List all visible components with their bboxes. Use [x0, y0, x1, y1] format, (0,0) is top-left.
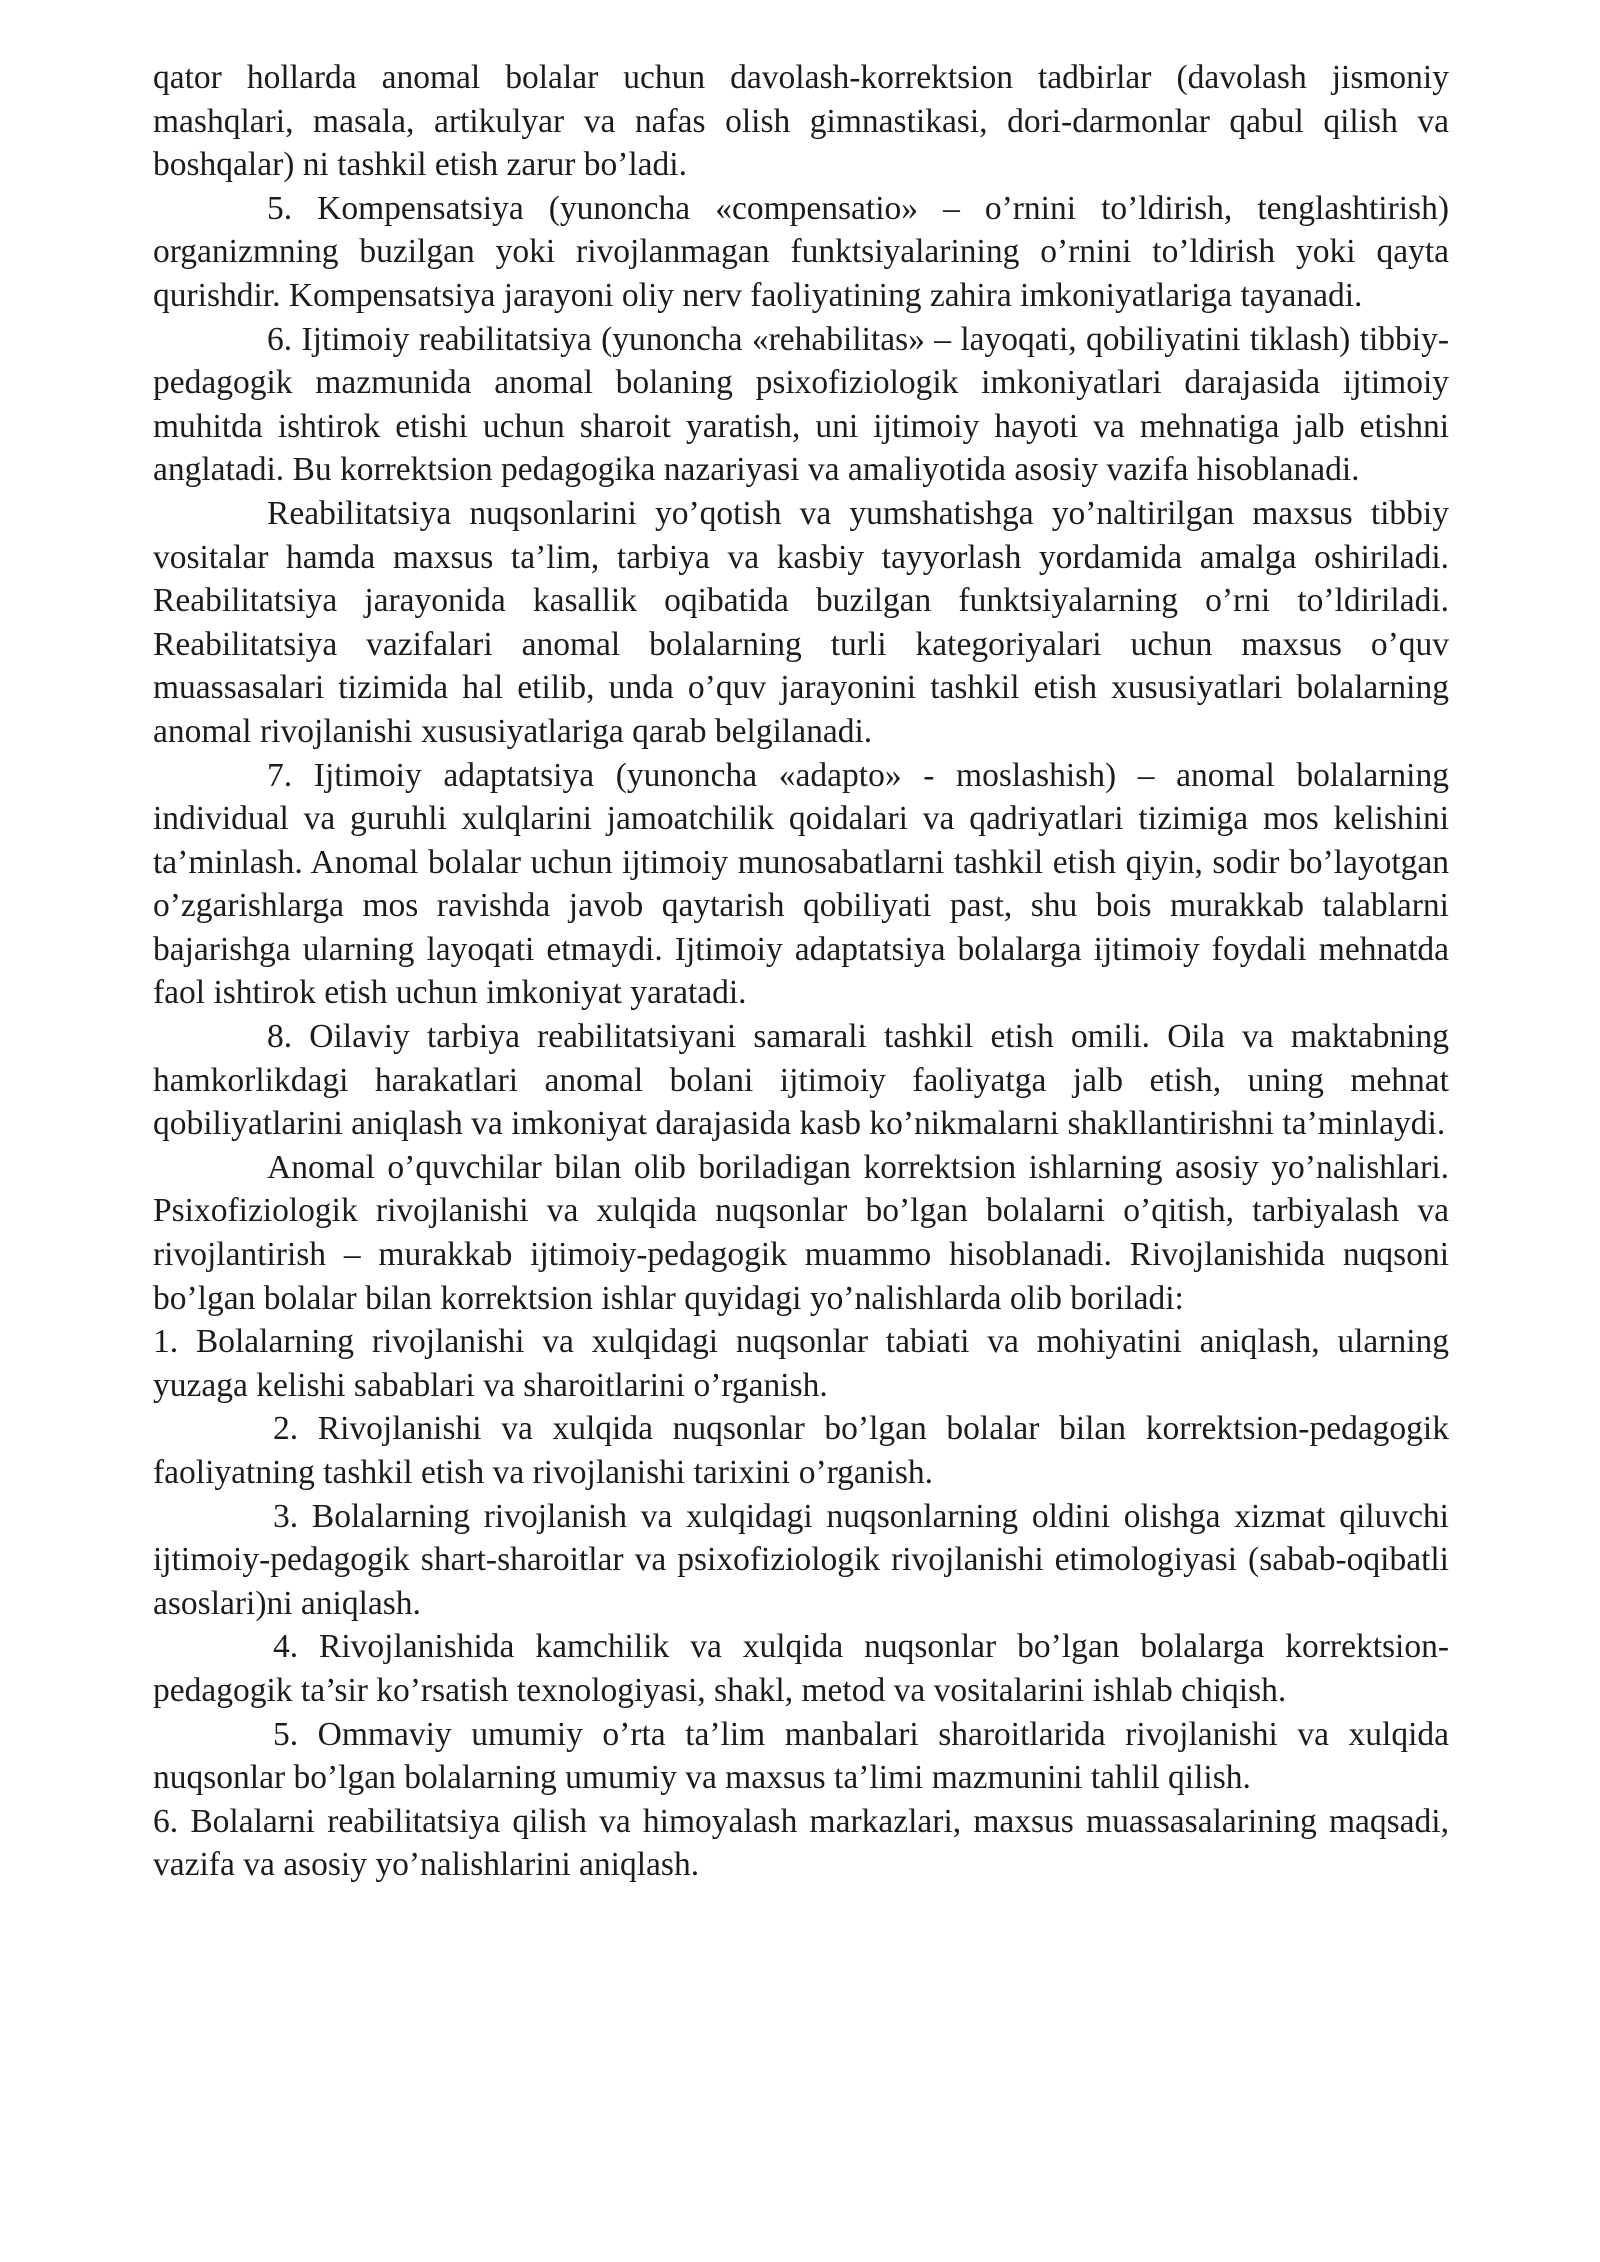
- list-item-3: 3. Bolalarning rivojlanish va xulqidagi nuqsonlarning oldini olishga xizmat qiluvchi ijtimoiy-pedagogik shart-sharoitlar va psixofiziologik rivojlanishi etimologiyasi (sabab-oqibatli asoslari)ni aniqlash.: [153, 1497, 1449, 1622]
- paragraph-family-upbringing: 8. Oilaviy tarbiya reabilitatsiyani samarali tashkil etish omili. Oila va maktabning hamkorlikdagi harakatlari anomal bolani ijtimoiy faoliyatga jalb etish, uning mehnat qobiliyatlarini aniqlash va imkoniyat darajasida kasb ko’nikmalarni shakllantirishni ta’minlaydi.: [153, 1018, 1449, 1143]
- paragraph-social-adaptation: 7. Ijtimoiy adaptatsiya (yunoncha «adapto» - moslashish) – anomal bolalarning individual va guruhli xulqlarini jamoatchilik qoidalari va qadriyatlari tizimiga mos kelishini ta’minlash. Anomal bolalar uchun ijtimoiy munosabatlarni tashkil etish qiyin, sodir bo’layotgan o’zgarishlarga mos ravishda javob qaytarish qobiliyati past, shu bois murakkab talablarni bajarishga ularning layoqati etmaydi. Ijtimoiy adaptatsiya bolalarga ijtimoiy foydali mehnatda faol ishtirok etish uchun imkoniyat yaratadi.: [153, 756, 1449, 1012]
- list-item-5: 5. Ommaviy umumiy o’rta ta’lim manbalari sharoitlarida rivojlanishi va xulqida nuqsonlar bo’lgan bolalarning umumiy va maxsus ta’limi mazmunini tahlil qilish.: [153, 1715, 1449, 1797]
- paragraph-compensation: 5. Kompensatsiya (yunoncha «compensatio» – o’rnini to’ldirish, tenglashtirish) organizmning buzilgan yoki rivojlanmagan funktsiyalarining o’rnini to’ldirish yoki qayta qurishdir. Kompensatsiya jarayoni oliy nerv faoliyatining zahira imkoniyatlariga tayanadi.: [153, 189, 1449, 314]
- list-item-1: 1. Bolalarning rivojlanishi va xulqidagi nuqsonlar tabiati va mohiyatini aniqlash, ularning yuzaga kelishi sabablari va sharoitlarini o’rganish.: [153, 1323, 1449, 1404]
- list-item-6: 6. Bolalarni reabilitatsiya qilish va himoyalash markazlari, maxsus muassasalarining maqsadi, vazifa va asosiy yo’nalishlarini aniqlash.: [153, 1802, 1449, 1884]
- document-page: [153, 56, 1449, 1887]
- list-item-2: 2. Rivojlanishi va xulqida nuqsonlar bo’lgan bolalar bilan korrektsion-pedagogik faoliyatning tashkil etish va rivojlanishi tarixini o’rganish.: [153, 1410, 1449, 1491]
- paragraph-rehabilitation-means: Reabilitatsiya nuqsonlarini yo’qotish va yumshatishga yo’naltirilgan maxsus tibbiy vositalar hamda maxsus ta’lim, tarbiya va kasbiy tayyorlash yordamida amalga oshiriladi. Reabilitatsiya jarayonida kasallik oqibatida buzilgan funktsiyalarning o’rni to’ldiriladi. Reabilitatsiya vazifalari anomal bolalarning turli kategoriyalari uchun maxsus o’quv muassasalari tizimida hal etilib, unda o’quv jarayonini tashkil etish xususiyatlari bolalarning anomal rivojlanishi xususiyatlariga qarab belgilanadi.: [153, 494, 1449, 750]
- paragraph-social-rehabilitation: 6. Ijtimoiy reabilitatsiya (yunoncha «rehabilitas» – layoqati, qobiliyatini tiklash) tibbiy-pedagogik mazmunida anomal bolaning psixofiziologik imkoniyatlari darajasida ijtimoiy muhitda ishtirok etishi uchun sharoit yaratish, uni ijtimoiy hayoti va mehnatiga jalb etishni anglatadi. Bu korrektsion pedagogika nazariyasi va amaliyotida asosiy vazifa hisoblanadi.: [153, 320, 1449, 489]
- list-item-4: 4. Rivojlanishida kamchilik va xulqida nuqsonlar bo’lgan bolalarga korrektsion-pedagogik ta’sir ko’rsatish texnologiyasi, shakl, metod va vositalarini ishlab chiqish.: [153, 1628, 1449, 1709]
- paragraph-correction-directions: Anomal o’quvchilar bilan olib boriladigan korrektsion ishlarning asosiy yo’nalishlari. Psixofiziologik rivojlanishi va xulqida nuqsonlar bo’lgan bolalarni o’qitish, tarbiyalash va rivojlantirish – murakkab ijtimoiy-pedagogik muammo hisoblanadi. Rivojlanishida nuqsoni bo’lgan bolalar bilan korrektsion ishlar quyidagi yo’nalishlarda olib boriladi:: [153, 1148, 1449, 1317]
- paragraph-continuation: qator hollarda anomal bolalar uchun davolash-korrektsion tadbirlar (davolash jismoniy mashqlari, masala, artikulyar va nafas olish gimnastikasi, dori-darmonlar qabul qilish va boshqalar) ni tashkil etish zarur bo’ladi.: [153, 59, 1449, 184]
